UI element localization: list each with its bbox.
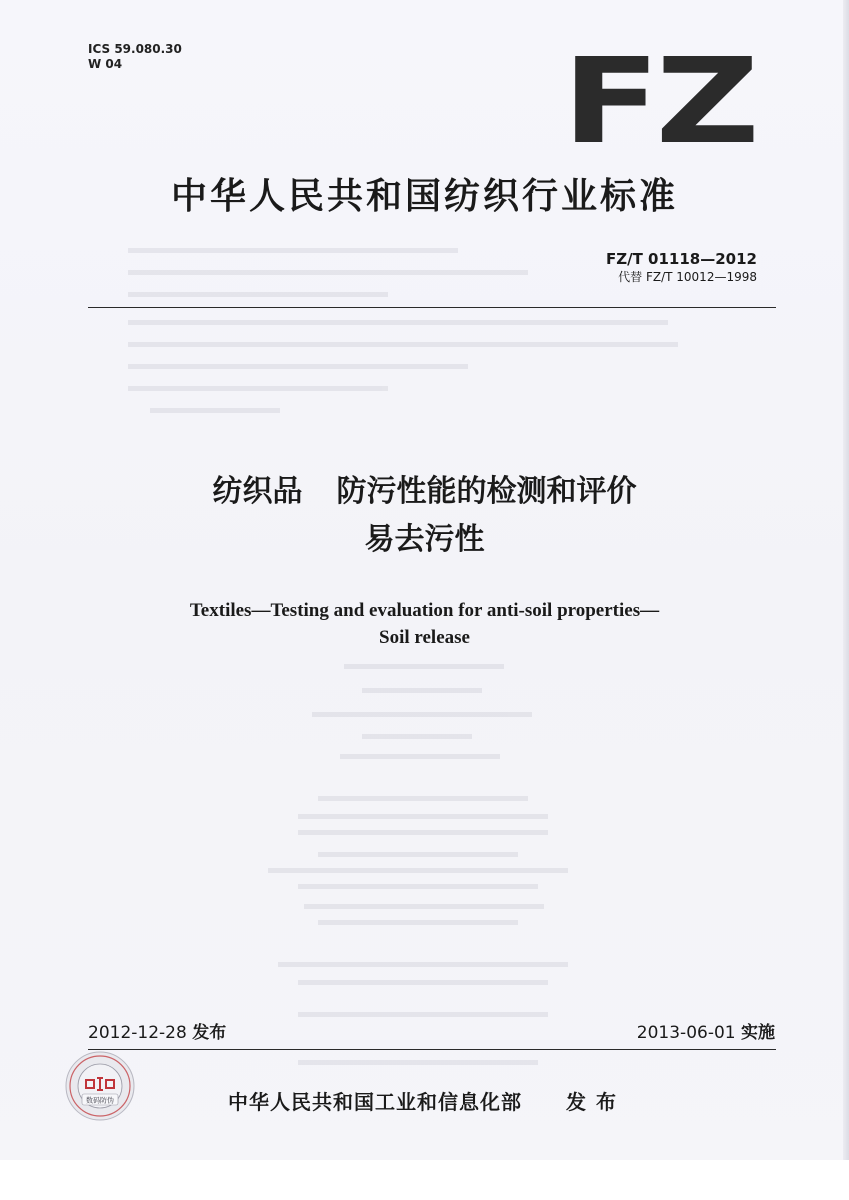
implementation-date-value: 2013-06-01 [636, 1023, 736, 1043]
ics-code: ICS 59.080.30 [88, 42, 182, 56]
publisher [228, 1086, 626, 1115]
header-divider [88, 307, 776, 308]
chinese-title-main: 纺织品 [212, 474, 303, 509]
publisher-name: 中华人民共和国工业和信息化部 [228, 1090, 522, 1114]
standard-code-block [606, 250, 757, 285]
chinese-title-line2: 易去污性 [364, 522, 485, 557]
issue-date-label: 发布 [192, 1023, 227, 1043]
publish-action: 发布 [565, 1090, 626, 1114]
chinese-title-line1 [0, 468, 849, 516]
fz-logo: FZ [562, 32, 755, 170]
implementation-date-label: 实施 [741, 1023, 775, 1043]
chinese-title-sub: 防污性能的检测和评价 [336, 474, 637, 509]
seal-center-text: 数码防伪 [86, 1096, 114, 1105]
english-title-line1: Textiles—Testing and evaluation for anti-soil properties— [189, 600, 660, 621]
ccs-code: W 04 [88, 57, 123, 71]
standard-category-title: 中华人民共和国纺织行业标准 [170, 176, 678, 217]
scan-margin [0, 1160, 849, 1200]
footer-divider [88, 1049, 776, 1050]
issue-date-value: 2012-12-28 [88, 1023, 187, 1043]
issue-date [88, 1018, 226, 1043]
classification-codes [88, 42, 182, 72]
english-title-line2: Soil release [379, 627, 470, 648]
standard-code: FZ/T 01118—2012 [606, 250, 757, 268]
chinese-title [0, 468, 849, 564]
replaces-code: 代替 FZ/T 10012—1998 [618, 270, 757, 284]
english-title [0, 597, 849, 651]
anti-counterfeit-seal-icon [64, 1050, 136, 1122]
implementation-date [637, 1018, 775, 1043]
